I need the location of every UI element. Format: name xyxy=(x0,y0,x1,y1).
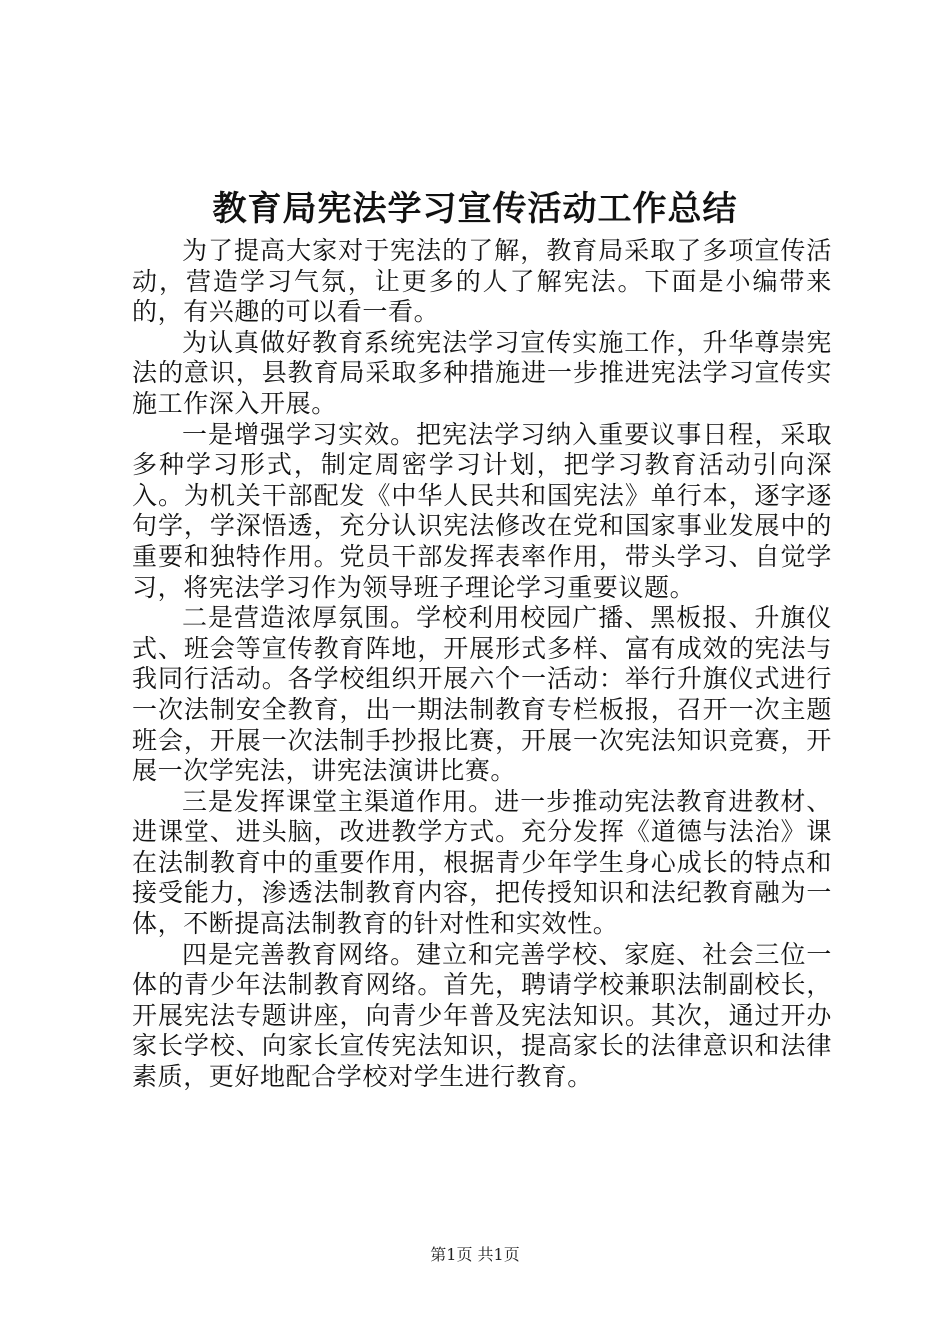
page-number-footer: 第1页 共1页 xyxy=(430,1245,520,1264)
paragraph-overview: 为认真做好教育系统宪法学习宣传实施工作，升华尊崇宪法的意识，县教育局采取多种措施进一步推进宪法学习宣传实施工作深入开展。 xyxy=(132,327,832,418)
document-title: 教育局宪法学习宣传活动工作总结 xyxy=(212,189,738,229)
paragraph-intro: 为了提高大家对于宪法的了解，教育局采取了多项宣传活动，营造学习气氛，让更多的人了解宪法。下面是小编带来的，有兴趣的可以看一看。 xyxy=(132,236,832,327)
paragraph-point-3: 三是发挥课堂主渠道作用。进一步推动宪法教育进教材、进课堂、进头脑，改进教学方式。充分发挥《道德与法治》课在法制教育中的重要作用，根据青少年学生身心成长的特点和接受能力，渗透法制教育内容，把传授知识和法纪教育融为一体，不断提高法制教育的针对性和实效性。 xyxy=(132,786,832,939)
paragraph-point-2: 二是营造浓厚氛围。学校利用校园广播、黑板报、升旗仪式、班会等宣传教育阵地，开展形式多样、富有成效的宪法与我同行活动。各学校组织开展六个一活动：举行升旗仪式进行一次法制安全教育，出一期法制教育专栏板报，召开一次主题班会，开展一次法制手抄报比赛，开展一次宪法知识竞赛，开展一次学宪法，讲宪法演讲比赛。 xyxy=(132,603,832,786)
paragraph-point-1: 一是增强学习实效。把宪法学习纳入重要议事日程，采取多种学习形式，制定周密学习计划，把学习教育活动引向深入。为机关干部配发《中华人民共和国宪法》单行本，逐字逐句学，学深悟透，充分认识宪法修改在党和国家事业发展中的重要和独特作用。党员干部发挥表率作用，带头学习、自觉学习，将宪法学习作为领导班子理论学习重要议题。 xyxy=(132,419,832,602)
paragraph-point-4: 四是完善教育网络。建立和完善学校、家庭、社会三位一体的青少年法制教育网络。首先，聘请学校兼职法制副校长，开展宪法专题讲座，向青少年普及宪法知识。其次，通过开办家长学校、向家长宣传宪法知识，提高家长的法律意识和法律素质，更好地配合学校对学生进行教育。 xyxy=(132,939,832,1092)
document-body xyxy=(132,236,832,1093)
